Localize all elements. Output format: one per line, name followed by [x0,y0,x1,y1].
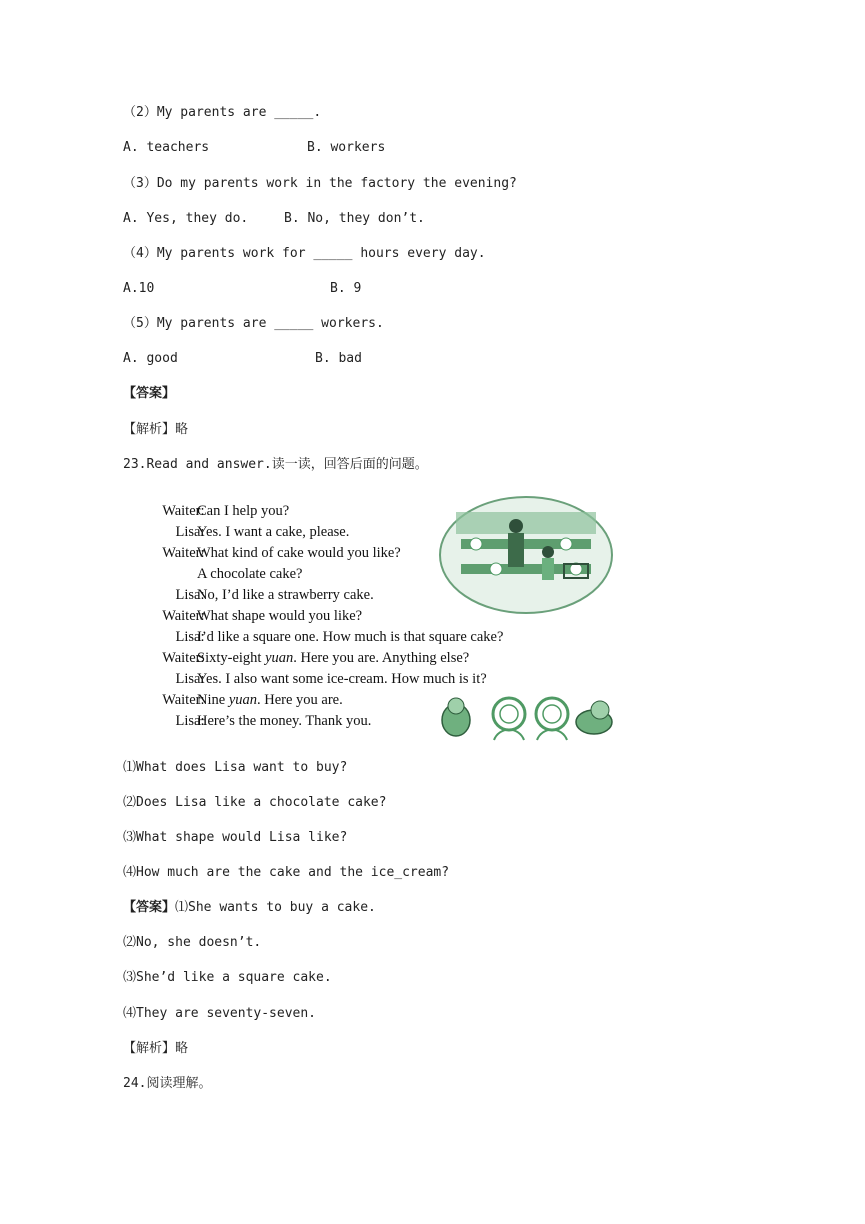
speaker: Lisa: [175,587,205,603]
utterance: Nine yuan. Here you are. [197,692,343,708]
utterance: What kind of cake would you like? [197,545,401,561]
answer-item: ⑴She wants to buy a cake. [175,900,376,915]
option-a: A. teachers [123,140,210,155]
option-b: B. No, they don’t. [284,211,425,226]
option-a: A.10 [123,281,155,296]
answer-item: ⑶She’d like a square cake. [123,970,332,985]
speaker: Waiter: [162,503,205,519]
analysis: 【解析】略 [123,1041,189,1056]
utterance: Sixty-eight yuan. Here you are. Anything else? [197,650,470,666]
cake-shop-illustration [436,494,616,616]
speaker: Waiter: [162,692,205,708]
utterance: Here’s the money. Thank you. [197,713,372,729]
coins-illustration [434,692,620,742]
utterance: A chocolate cake? [197,566,303,582]
question-item: ⑷How much are the cake and the ice_cream? [123,865,450,880]
question-stem: （2）My parents are _____. [123,105,322,120]
answer-label: 【答案】 [123,900,176,915]
question-stem: （4）My parents work for _____ hours every day. [123,246,486,261]
speaker: Lisa: [175,524,205,540]
analysis: 【解析】略 [123,422,189,437]
answer-item: ⑷They are seventy-seven. [123,1006,317,1021]
answer-row [123,899,376,917]
utterance: Yes. I also want some ice-cream. How much is it? [197,671,487,687]
dialogue-figure [124,488,620,742]
speaker: Waiter: [162,650,205,666]
utterance: No, I’d like a strawberry cake. [197,587,374,603]
question-item: ⑵Does Lisa like a chocolate cake? [123,795,387,810]
option-a: A. Yes, they do. [123,211,249,226]
question-item: ⑶What shape would Lisa like? [123,830,348,845]
option-b: B. workers [307,140,386,155]
option-b: B. bad [315,351,362,366]
utterance: Yes. I want a cake, please. [197,524,350,540]
speaker: Lisa: [175,671,205,687]
option-b: B. 9 [330,281,362,296]
speaker: Waiter: [162,545,205,561]
answer-item: ⑵No, she doesn’t. [123,935,262,950]
question-heading: 23.Read and answer.读一读，回答后面的问题。 [123,457,428,472]
question-item: ⑴What does Lisa want to buy? [123,760,348,775]
answer-label: 【答案】 [123,386,176,401]
question-stem: （3）Do my parents work in the factory the evening? [123,176,517,191]
utterance: What shape would you like? [197,608,363,624]
question-heading: 24.阅读理解。 [123,1076,212,1091]
utterance: I’d like a square one. How much is that square cake? [197,629,504,645]
option-a: A. good [123,351,178,366]
speaker: Waiter: [162,608,205,624]
utterance: Can I help you? [197,503,290,519]
speaker: Lisa: [175,713,205,729]
question-stem: （5）My parents are _____ workers. [123,316,384,331]
speaker: Lisa: [175,629,205,645]
